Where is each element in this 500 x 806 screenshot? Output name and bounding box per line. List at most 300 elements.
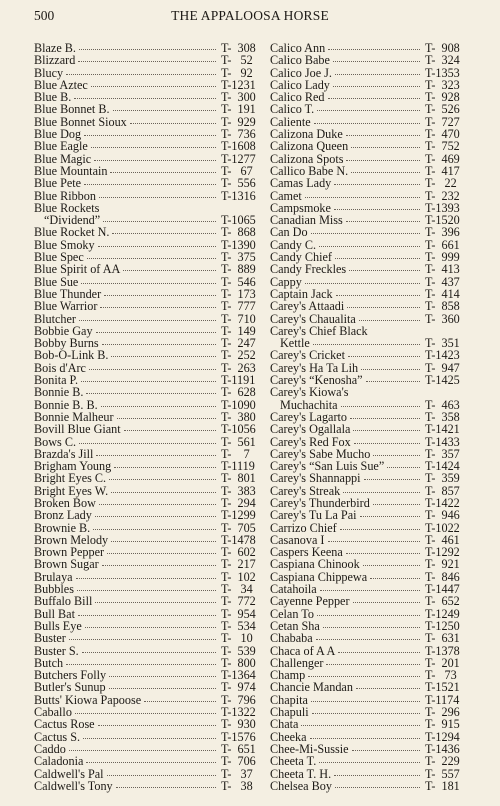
horse-name: Brownie B.	[34, 520, 91, 535]
dot-leader	[333, 61, 420, 62]
registration-number: T- 752	[425, 139, 460, 154]
registration-number: T-1292	[425, 545, 460, 560]
registration-number: T- 661	[425, 237, 460, 252]
registration-number: T- 602	[221, 545, 256, 560]
horse-name: Blue Magic	[34, 151, 92, 166]
horse-name: Blue Aztec	[34, 77, 88, 92]
dot-leader	[348, 356, 420, 357]
dot-leader	[308, 676, 420, 677]
registration-number: T-1299	[221, 508, 256, 523]
horse-name: Captain Jack	[270, 286, 333, 301]
dot-leader	[107, 553, 216, 554]
registration-number: T- 294	[221, 495, 256, 510]
index-entry	[34, 349, 266, 361]
horse-name: Buster	[34, 631, 66, 646]
dot-leader	[98, 725, 216, 726]
registration-number: T- 930	[221, 717, 256, 732]
horse-name: Carey's Red Fox	[270, 434, 351, 449]
registration-number: T- 631	[425, 631, 460, 646]
dot-leader	[316, 639, 420, 640]
horse-name: Casanova I	[270, 532, 325, 547]
dot-leader	[346, 135, 420, 136]
index-entry	[34, 472, 266, 484]
registration-number: T- 857	[425, 483, 460, 498]
registration-number: T- 800	[221, 655, 256, 670]
registration-number: T- 417	[425, 163, 460, 178]
dot-leader	[334, 209, 420, 210]
horse-name: Calico T.	[270, 102, 315, 117]
horse-name: Buffalo Bill	[34, 594, 93, 609]
dot-leader	[335, 258, 420, 259]
dot-leader	[83, 738, 216, 739]
registration-number: T- 889	[221, 262, 256, 277]
registration-number: T- 974	[221, 680, 256, 695]
registration-number: T-1322	[221, 705, 256, 720]
dot-leader	[79, 443, 216, 444]
horse-name: Brazda's Jill	[34, 446, 94, 461]
horse-name: Blue Thunder	[34, 286, 102, 301]
dot-leader	[69, 750, 216, 751]
registration-number: T- 263	[221, 360, 256, 375]
horse-name: Carey's Attaadi	[270, 299, 345, 314]
index-entry	[270, 472, 470, 484]
dot-leader	[317, 110, 420, 111]
horse-name: Bobbie Gay	[34, 323, 93, 338]
page-number: 500	[34, 8, 55, 23]
horse-name: Cetan Sha	[270, 618, 320, 633]
registration-number: T-1277	[221, 151, 256, 166]
dot-leader	[85, 627, 216, 628]
registration-number: T- 470	[425, 127, 460, 142]
registration-number: T- 736	[221, 127, 256, 142]
dot-leader	[356, 688, 420, 689]
dot-leader	[351, 147, 420, 148]
dot-leader	[320, 590, 420, 591]
index-entry	[34, 263, 266, 275]
index-entry	[34, 645, 266, 657]
horse-name: Blue Eagle	[34, 139, 88, 154]
dot-leader	[336, 295, 420, 296]
dot-leader	[98, 246, 216, 247]
registration-number: T- 181	[425, 778, 460, 793]
dot-leader	[301, 725, 420, 726]
index-entry	[270, 300, 470, 312]
dot-leader	[366, 381, 420, 382]
horse-name: Carey's Streak	[270, 483, 341, 498]
registration-number: T- 947	[425, 360, 460, 375]
dot-leader	[84, 135, 216, 136]
index-entry	[270, 190, 470, 202]
registration-number: T-1576	[221, 729, 256, 744]
dot-leader	[347, 307, 420, 308]
horse-name: Calico Joe J.	[270, 65, 332, 80]
dot-leader	[87, 258, 216, 259]
horse-name: Carey's Lagarto	[270, 409, 347, 424]
dot-leader	[117, 418, 216, 419]
registration-number: T- 921	[425, 557, 460, 572]
dot-leader	[312, 713, 420, 714]
dot-leader	[328, 49, 420, 50]
horse-name: Caspiana Chinook	[270, 557, 360, 572]
horse-name: Blucy	[34, 65, 64, 80]
index-entry	[34, 177, 266, 189]
dot-leader	[359, 320, 420, 321]
registration-number: T-1249	[425, 606, 460, 621]
page-header	[0, 8, 500, 28]
horse-name: Chee-Mi-Sussie	[270, 741, 349, 756]
horse-name: Bobby Burns	[34, 336, 99, 351]
registration-number: T- 149	[221, 323, 256, 338]
index-entry	[34, 509, 266, 521]
dot-leader	[340, 529, 420, 530]
horse-name: Carey's Chief Black	[270, 323, 368, 338]
registration-number: T- 34	[221, 582, 253, 597]
dot-leader	[352, 750, 420, 751]
dot-leader	[310, 738, 420, 739]
dot-leader	[326, 664, 420, 665]
registration-number: T-1521	[425, 680, 460, 695]
dot-leader	[305, 197, 420, 198]
dot-leader	[353, 602, 420, 603]
dot-leader	[373, 504, 420, 505]
horse-name: Cheeta T. H.	[270, 766, 332, 781]
index-entry	[34, 190, 266, 202]
index-entry	[34, 423, 266, 435]
dot-leader	[341, 406, 420, 407]
dot-leader	[334, 184, 420, 185]
horse-name: Bubbles	[34, 582, 74, 597]
horse-name: “Dividend”	[44, 213, 101, 228]
index-entry	[270, 681, 470, 693]
dot-leader	[338, 652, 420, 653]
index-entry	[34, 558, 266, 570]
registration-number: T-1022	[425, 520, 460, 535]
dot-leader	[111, 356, 216, 357]
index-entry	[34, 436, 266, 448]
horse-name: Caldwell's Tony	[34, 778, 113, 793]
horse-name: Butler's Sunup	[34, 680, 106, 695]
index-entry	[270, 177, 470, 189]
index-entry	[270, 632, 470, 644]
dot-leader	[364, 479, 420, 480]
index-entry	[34, 755, 266, 767]
registration-number: T-1433	[425, 434, 460, 449]
registration-number: T- 380	[221, 409, 256, 424]
horse-name: Caliente	[270, 114, 311, 129]
dot-leader	[96, 455, 216, 456]
index-entry	[34, 768, 266, 780]
horse-name: Calizona Queen	[270, 139, 349, 154]
registration-number: T- 323	[425, 77, 460, 92]
horse-name: Calizona Spots	[270, 151, 344, 166]
dot-leader	[109, 479, 216, 480]
registration-number: T- 534	[221, 618, 256, 633]
registration-number: T- 358	[425, 409, 460, 424]
horse-name: Blue B.	[34, 90, 72, 105]
dot-leader	[74, 98, 216, 99]
registration-number: T- 526	[425, 102, 460, 117]
dot-leader	[69, 639, 216, 640]
registration-number: T- 469	[425, 151, 460, 166]
dot-leader	[124, 430, 216, 431]
dot-leader	[346, 221, 420, 222]
horse-name: Candy Chief	[270, 250, 332, 265]
dot-leader	[94, 160, 216, 161]
index-entry	[34, 718, 266, 730]
dot-leader	[107, 775, 216, 776]
registration-number: T- 561	[221, 434, 256, 449]
horse-name: Cheeta T.	[270, 754, 317, 769]
dot-leader	[319, 246, 420, 247]
horse-name: Butts' Kiowa Papoose	[34, 692, 142, 707]
registration-number: T-1056	[221, 422, 256, 437]
horse-name: Canadian Miss	[270, 213, 343, 228]
horse-name: Blutcher	[34, 311, 76, 326]
dot-leader	[305, 283, 420, 284]
registration-number: T- 360	[425, 311, 460, 326]
index-entry	[34, 313, 266, 325]
dot-leader	[144, 701, 216, 702]
dot-leader	[314, 123, 420, 124]
dot-leader	[353, 430, 420, 431]
horse-name: Camas Lady	[270, 176, 332, 191]
horse-name: Bonnie B. B.	[34, 397, 98, 412]
registration-number: T-1364	[221, 668, 256, 683]
registration-number: T-1447	[425, 582, 460, 597]
dot-leader	[113, 110, 217, 111]
index-entry	[34, 595, 266, 607]
dot-leader	[101, 406, 216, 407]
dot-leader	[112, 233, 216, 234]
registration-number: T- 539	[221, 643, 256, 658]
registration-number: T- 92	[221, 65, 253, 80]
registration-number: T- 954	[221, 606, 256, 621]
left-column	[34, 42, 266, 792]
horse-name: Blue Smoky	[34, 237, 95, 252]
horse-name: Blue Warrior	[34, 299, 98, 314]
dot-leader	[103, 221, 216, 222]
dot-leader	[370, 578, 420, 579]
horse-name: Bulls Eye	[34, 618, 82, 633]
horse-name: Blue Bonnet B.	[34, 102, 110, 117]
registration-number: T-1390	[221, 237, 256, 252]
horse-name: Chaca of A A	[270, 643, 336, 658]
dot-leader	[346, 160, 420, 161]
registration-number: T-1424	[425, 459, 460, 474]
registration-number: T- 556	[221, 176, 256, 191]
registration-number: T-1520	[425, 213, 460, 228]
horse-name: Chelsea Boy	[270, 778, 332, 793]
horse-name: Caspers Keena	[270, 545, 343, 560]
horse-name: Butchers Folly	[34, 668, 107, 683]
dot-leader	[77, 590, 216, 591]
index-entry	[270, 718, 470, 730]
dot-leader	[333, 86, 420, 87]
horse-name: Buster S.	[34, 643, 79, 658]
registration-number: T-1191	[221, 373, 256, 388]
horse-name: Brown Pepper	[34, 545, 105, 560]
dot-leader	[86, 762, 216, 763]
horse-name: Calico Lady	[270, 77, 330, 92]
index-entry	[270, 558, 470, 570]
registration-number: T- 999	[425, 250, 460, 265]
dot-leader	[78, 61, 216, 62]
horse-name: Can Do	[270, 225, 308, 240]
horse-name: Camet	[270, 188, 302, 203]
horse-name: Blue Spirit of AA	[34, 262, 121, 277]
horse-name: Chancie Mandan	[270, 680, 353, 695]
horse-name: Broken Bow	[34, 495, 96, 510]
horse-name: Chababa	[270, 631, 313, 646]
dot-leader	[82, 652, 216, 653]
dot-leader	[130, 123, 216, 124]
index-entry	[34, 103, 266, 115]
horse-name: Cheeka	[270, 729, 307, 744]
dot-leader	[360, 516, 421, 517]
running-title: THE APPALOOSA HORSE	[171, 8, 329, 23]
dot-leader	[89, 369, 216, 370]
registration-number: T- 413	[425, 262, 460, 277]
dot-leader	[111, 541, 216, 542]
dot-leader	[102, 344, 216, 345]
registration-number: T- 296	[425, 705, 460, 720]
horse-name: Kettle	[280, 336, 310, 351]
horse-name: Champ	[270, 668, 306, 683]
registration-number: T-1425	[425, 373, 460, 388]
right-column	[270, 42, 470, 792]
index-entry	[34, 780, 266, 792]
dot-leader	[81, 381, 216, 382]
horse-name: Bull Bat	[34, 606, 75, 621]
dot-leader	[100, 307, 216, 308]
dot-leader	[114, 467, 216, 468]
registration-number: T- 557	[425, 766, 460, 781]
registration-number: T- 308	[221, 41, 256, 55]
horse-name: Bonnie Malheur	[34, 409, 114, 424]
horse-name: Carey's Ogallala	[270, 422, 351, 437]
registration-number: T- 247	[221, 336, 256, 351]
dot-leader	[96, 332, 216, 333]
horse-name: Caddo	[34, 741, 66, 756]
dot-leader	[334, 775, 420, 776]
index-entry	[270, 768, 470, 780]
registration-number: T- 461	[425, 532, 460, 547]
horse-name: Calico Ann	[270, 41, 326, 55]
dot-leader	[95, 516, 216, 517]
registration-number: T- 915	[425, 717, 460, 732]
registration-number: T-1065	[221, 213, 256, 228]
horse-name: Cayenne Pepper	[270, 594, 350, 609]
horse-name: Blue Bonnet Sioux	[34, 114, 127, 129]
horse-name: Muchachita	[280, 397, 338, 412]
registration-number: T- 437	[425, 274, 460, 289]
dot-leader	[91, 147, 216, 148]
horse-name: Brown Melody	[34, 532, 109, 547]
dot-leader	[93, 529, 216, 530]
registration-number: T- 801	[221, 471, 256, 486]
dot-leader	[95, 602, 216, 603]
registration-number: T- 351	[425, 336, 460, 351]
dot-leader	[66, 74, 216, 75]
index-entry	[270, 780, 470, 792]
dot-leader	[328, 541, 421, 542]
horse-name: Blue Ribbon	[34, 188, 96, 203]
horse-name: Blizzard	[34, 53, 76, 68]
horse-name: Candy C.	[270, 237, 317, 252]
dot-leader	[102, 565, 216, 566]
dot-leader	[373, 455, 420, 456]
horse-name: Carey's Chaualita	[270, 311, 356, 326]
registration-number: T- 7	[221, 446, 250, 461]
registration-number: T- 929	[221, 114, 256, 129]
registration-number: T-1353	[425, 65, 460, 80]
horse-name: Catahoila	[270, 582, 317, 597]
dot-leader	[346, 553, 420, 554]
registration-number: T- 252	[221, 348, 256, 363]
horse-name: Blue Dog	[34, 127, 82, 142]
registration-number: T- 300	[221, 90, 256, 105]
registration-number: T- 928	[425, 90, 460, 105]
dot-leader	[104, 295, 216, 296]
registration-number: T-1478	[221, 532, 256, 547]
dot-leader	[99, 197, 216, 198]
horse-name: Bonita P.	[34, 373, 79, 388]
dot-leader	[313, 344, 420, 345]
dot-leader	[78, 615, 216, 616]
registration-number: T-1231	[221, 77, 256, 92]
dot-leader	[361, 369, 420, 370]
horse-name: Carey's Kiowa's	[270, 385, 349, 400]
index-entry	[34, 54, 266, 66]
registration-number: T- 706	[221, 754, 256, 769]
horse-name: Blue Rocket N.	[34, 225, 110, 240]
dot-leader	[109, 676, 216, 677]
registration-number: T- 908	[425, 41, 460, 55]
dot-leader	[116, 787, 216, 788]
dot-leader	[363, 565, 420, 566]
registration-number: T- 73	[425, 668, 457, 683]
registration-number: T- 173	[221, 286, 256, 301]
registration-number: T- 858	[425, 299, 460, 314]
horse-name: Carrizo Chief	[270, 520, 337, 535]
horse-name: Blue Pete	[34, 176, 82, 191]
registration-number: T-1423	[425, 348, 460, 363]
horse-name: Carey's Sabe Mucho	[270, 446, 371, 461]
registration-number: T-1436	[425, 741, 460, 756]
registration-number: T-1316	[221, 188, 256, 203]
registration-number: T-1378	[425, 643, 460, 658]
dot-leader	[328, 98, 421, 99]
dot-leader	[317, 615, 420, 616]
dot-leader	[319, 762, 420, 763]
registration-number: T- 546	[221, 274, 256, 289]
dot-leader	[84, 184, 216, 185]
dot-leader	[76, 578, 216, 579]
registration-number: T- 38	[221, 778, 253, 793]
horse-name: Calico Red	[270, 90, 325, 105]
registration-number: T- 710	[221, 311, 256, 326]
registration-number: T- 796	[221, 692, 256, 707]
index-entry	[270, 386, 470, 398]
horse-name: Candy Freckles	[270, 262, 347, 277]
horse-name: Blue Mountain	[34, 163, 108, 178]
horse-name: Calico Babe	[270, 53, 330, 68]
registration-number: T- 414	[425, 286, 460, 301]
dot-leader	[351, 172, 420, 173]
dot-leader	[323, 627, 420, 628]
index-entry	[34, 386, 266, 398]
index-entry	[34, 140, 266, 152]
